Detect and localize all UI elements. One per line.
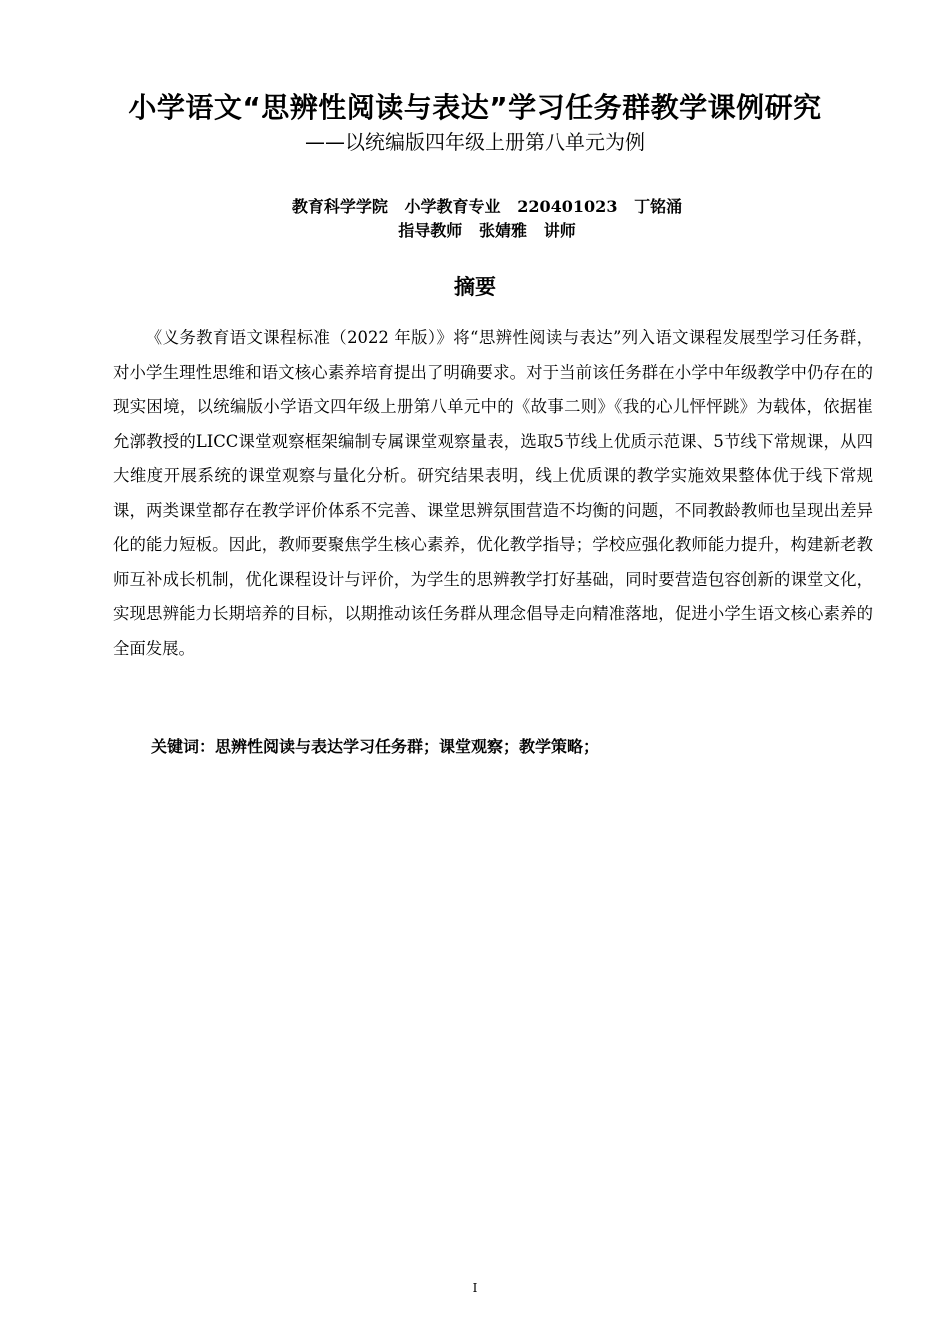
keywords-line: 关键词：思辨性阅读与表达学习任务群；课堂观察；教学策略； xyxy=(151,737,600,756)
author-info: 教育科学学院 小学教育专业 220401023 丁铭涌 xyxy=(291,197,683,216)
abstract-heading: 摘要 xyxy=(454,275,496,299)
document-subtitle: ——以统编版四年级上册第八单元为例 xyxy=(305,130,645,154)
advisor-info: 指导教师 张婧雅 讲师 xyxy=(398,221,576,240)
abstract-paragraph: 《义务教育语文课程标准（2022 年版）》将“思辨性阅读与表达”列入语文课程发展型学习任务群，对小学生理性思维和语文核心素养培育提出了明确要求。对于当前该任务群在小学中年级教学中仍存在的现实困境，以统编版小学语文四年级上册第八单元中的《故事二则》《我的心儿怦怦跳》为载体，依据崔允漷教授的LICC课堂观察框架编制专属课堂观察量表，选取5节线上优质示范课、5节线下常规课，从四大维度开展系统的课堂观察与量化分析。研究结果表明，线上优质课的教学实施效果整体优于线下常规课，两类课堂都存在教学评价体系不完善、课堂思辨氛围营造不均衡的问题，不同教龄教师也呈现出差异化的能力短板。因此，教师要聚焦学生核心素养，优化教学指导；学校应强化教师能力提升，构建新老教师互补成长机制，优化课程设计与评价，为学生的思辨教学打好基础，同时要营造包容创新的课堂文化，实现思辨能力长期培养的目标，以期推动该任务群从理念倡导走向精准落地，促进小学生语文核心素养的全面发展。 xyxy=(113,328,873,658)
page-number: I xyxy=(472,1281,478,1295)
document-title: 小学语文“思辨性阅读与表达”学习任务群教学课例研究 xyxy=(128,91,822,124)
